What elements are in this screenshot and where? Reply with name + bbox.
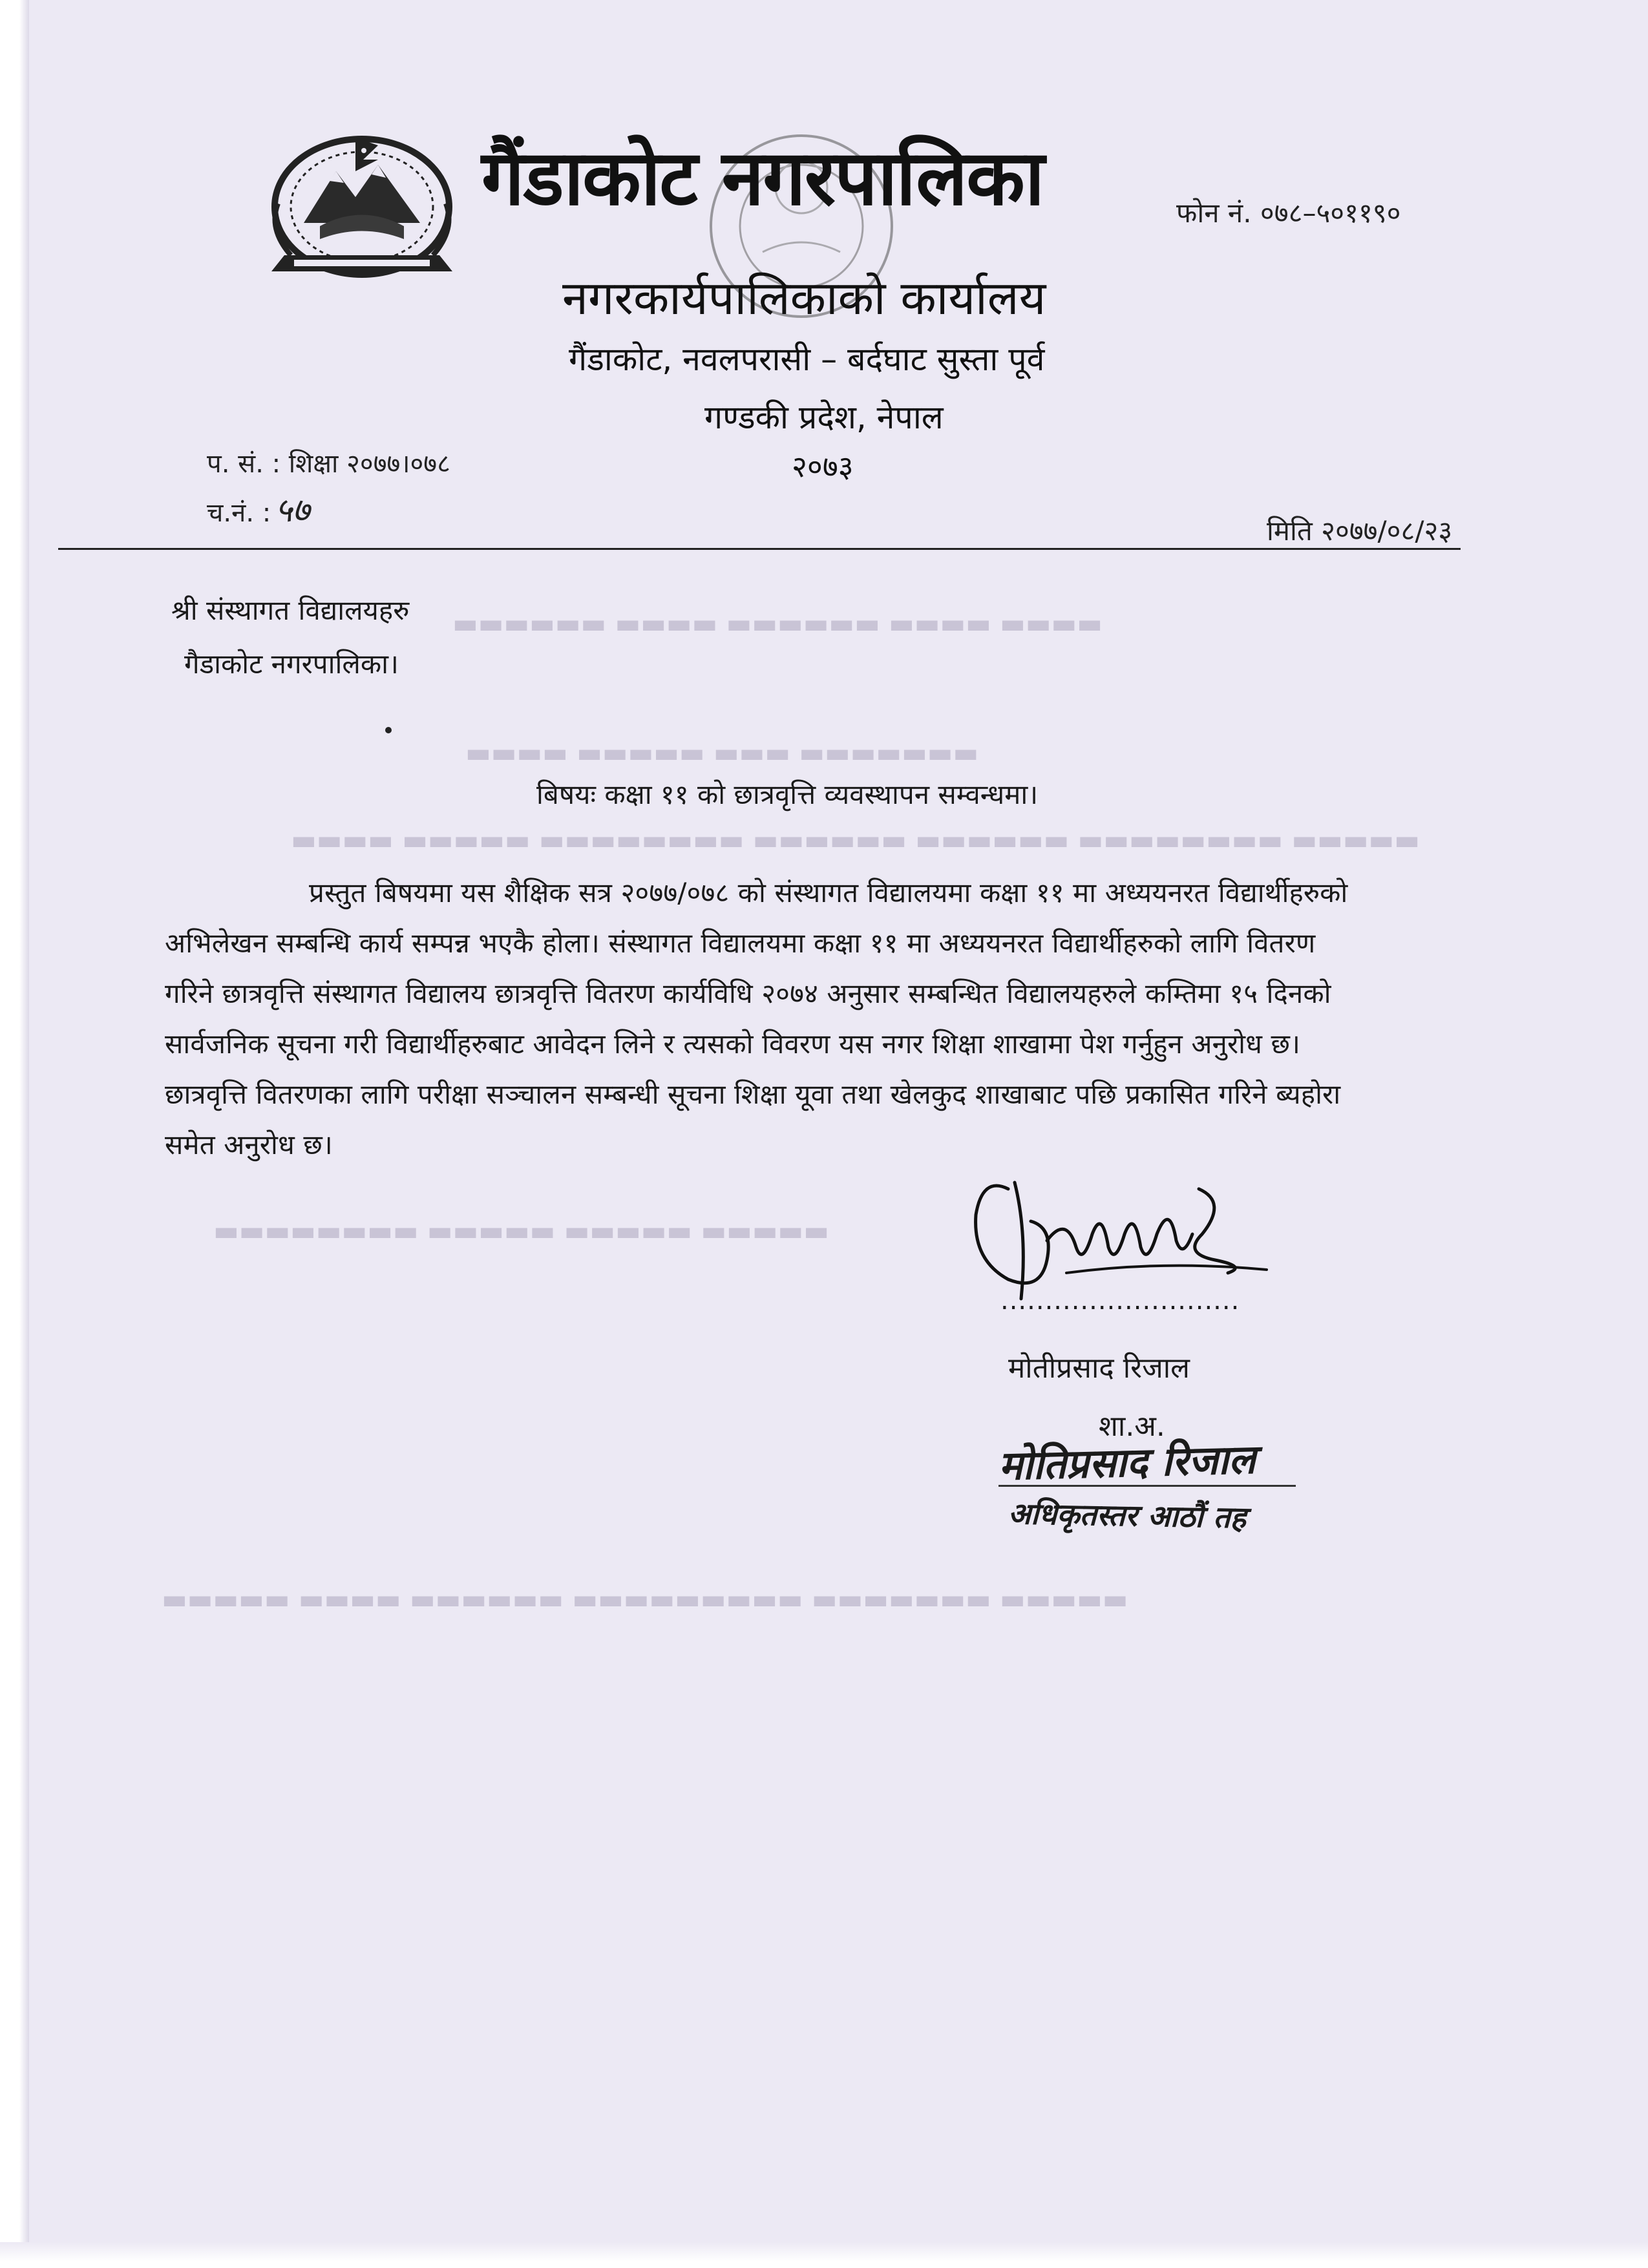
nepal-national-emblem-icon bbox=[259, 126, 465, 288]
body-line: अभिलेखन सम्बन्धि कार्य सम्पन्न भएकै होला। संस्थागत विद्यालयमा कक्षा ११ मा अध्ययनरत विद्यार्थीहरुको लागि वितरण bbox=[165, 927, 1316, 959]
reference-number: प. सं. : शिक्षा २०७७।०७८ bbox=[207, 449, 450, 479]
phone-number: फोन नं. ०७८–५०११९० bbox=[1176, 197, 1401, 229]
stamp-name: मोतिप्रसाद रिजाल bbox=[998, 1435, 1256, 1489]
subject-line: बिषयः कक्षा ११ को छात्रवृत्ति व्यवस्थापन सम्वन्धमा। bbox=[536, 779, 1039, 810]
body-line: समेत अनुरोध छ। bbox=[165, 1129, 333, 1160]
bleed-through-text: ▬▬▬▬▬▬ ▬▬▬▬ ▬▬▬▬▬▬ ▬▬▬▬ ▬▬▬▬ bbox=[452, 607, 1103, 639]
bleed-through-text: ▬▬▬▬▬▬▬▬ ▬▬▬▬▬ ▬▬▬▬▬ ▬▬▬▬▬ bbox=[213, 1215, 829, 1246]
addressee-line-2: गैडाकोट नगरपालिका। bbox=[184, 648, 399, 680]
signer-department: शा.अ. bbox=[1099, 1410, 1165, 1443]
letter-date: मिति २०७७/०८/२३ bbox=[1267, 515, 1453, 547]
established-year: २०७३ bbox=[792, 449, 854, 484]
office-name: नगरकार्यपालिकाको कार्यालय bbox=[562, 271, 1046, 325]
body-line: गरिने छात्रवृत्ति संस्थागत विद्यालय छात्रवृत्ति वितरण कार्यविधि २०७४ अनुसार सम्बन्धित विद्यालयहरुले कम्तिमा १५ दिनको bbox=[165, 978, 1331, 1009]
body-line: प्रस्तुत बिषयमा यस शैक्षिक सत्र २०७७/०७८ को संस्थागत विद्यालयमा कक्षा ११ मा अध्ययनरत विद्यार्थीहरुको bbox=[309, 877, 1348, 908]
body-line: छात्रवृत्ति वितरणका लागि परीक्षा सञ्चालन सम्बन्धी सूचना शिक्षा यूवा तथा खेलकुद शाखाबाट पछि प्रकासित गरिने ब्यहोरा bbox=[165, 1078, 1341, 1110]
address-line-2: गण्डकी प्रदेश, नेपाल bbox=[704, 399, 944, 436]
stamp-underline bbox=[998, 1485, 1296, 1487]
scan-left-edge bbox=[0, 0, 29, 2268]
stamp-title: अधिकृतस्तर आठौं तह bbox=[1008, 1496, 1247, 1535]
organization-title: गैंडाकोट नगरपालिका bbox=[481, 133, 1044, 222]
bleed-through-text: ▬▬▬▬ ▬▬▬▬▬ ▬▬▬▬▬▬▬▬ ▬▬▬▬▬▬ ▬▬▬▬▬▬ ▬▬▬▬▬▬▬▬ ▬▬▬▬▬ bbox=[291, 824, 1420, 856]
body-line: सार्वजनिक सूचना गरी विद्यार्थीहरुबाट आवेदन लिने र त्यसको विवरण यस नगर शिक्षा शाखामा पेश गर्नुहुन अनुरोध छ। bbox=[165, 1028, 1301, 1060]
ink-dot bbox=[385, 727, 392, 733]
signature-dotted-line: ........................... bbox=[1000, 1286, 1240, 1316]
bleed-through-text: ▬▬▬▬▬ ▬▬▬▬ ▬▬▬▬▬▬ ▬▬▬▬▬▬▬▬▬ ▬▬▬▬▬▬▬ ▬▬▬▬▬ bbox=[162, 1583, 1128, 1615]
header-divider bbox=[58, 548, 1461, 550]
dispatch-value: ५७ bbox=[275, 491, 310, 530]
bleed-through-text: ▬▬▬▬ ▬▬▬▬▬ ▬▬▬ ▬▬▬▬▬▬▬ bbox=[465, 737, 979, 768]
addressee-line-1: श्री संस्थागत विद्यालयहरु bbox=[171, 594, 410, 626]
signer-name: मोतीप्रसाद रिजाल bbox=[1008, 1352, 1190, 1385]
address-line-1: गैंडाकोट, नवलपरासी – बर्दघाट सुस्ता पूर्व bbox=[569, 341, 1045, 378]
dispatch-number bbox=[207, 486, 310, 532]
scan-bottom-edge bbox=[0, 2242, 1648, 2268]
dispatch-label: च.नं. : bbox=[207, 498, 271, 528]
